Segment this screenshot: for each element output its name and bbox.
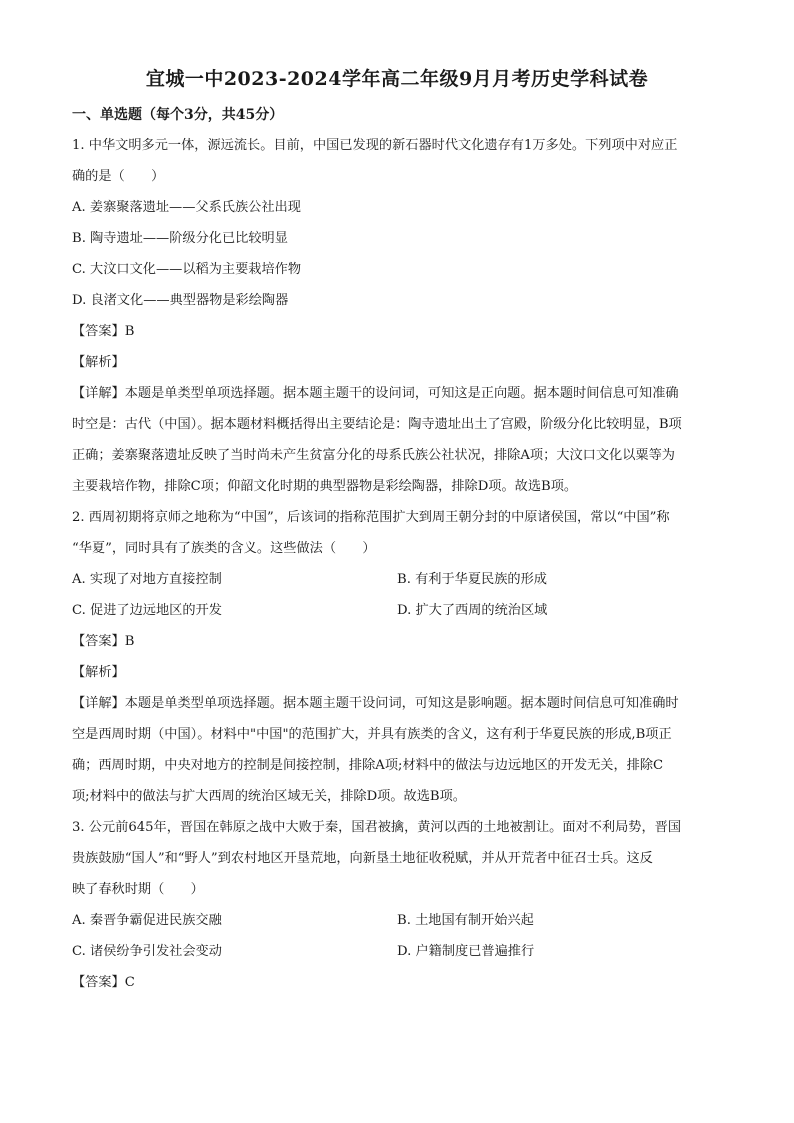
question-line: 1. 中华文明多元一体，源远流长。目前，中国已发现的新石器时代文化遗存有1万多处。下列项中对应正 [72,138,678,153]
question-2-stem [72,507,722,560]
question-1-analysis-label: 【解析】 [72,355,125,370]
question-2-option-d: D. 扩大了西周的统治区域 [397,603,548,618]
page-title: 宜城一中2023-2024学年高二年级9月月考历史学科试卷 [145,68,649,90]
detail-line: 确；西周时期，中央对地方的控制是间接控制，排除A项;材料中的做法与边远地区的开发无关，排除C [72,758,664,773]
question-line: 映了春秋时期（ ） [72,882,204,897]
question-3-option-c: C. 诸侯纷争引发社会变动 [72,944,222,959]
question-3-options [72,910,722,972]
question-3-stem [72,817,722,901]
question-1-answer: 【答案】B [72,324,135,339]
question-line: “华夏”，同时具有了族类的含义。这些做法（ ） [72,541,376,556]
detail-line: 【详解】本题是单类型单项选择题。据本题主题干设问词，可知这是影响题。据本题时间信息可知准确时 [72,696,679,711]
question-1-detail [72,383,722,498]
question-line: 确的是（ ） [72,169,165,184]
question-3-option-d: D. 户籍制度已普遍推行 [397,944,535,959]
question-1-option-d: D. 良渚文化——典型器物是彩绘陶器 [72,293,289,308]
detail-line: 【详解】本题是单类型单项选择题。据本题主题干的设问词，可知这是正向题。据本题时间信息可知准确 [72,386,679,401]
question-3-option-b: B. 土地国有制开始兴起 [397,913,534,928]
question-1-option-a: A. 姜寨聚落遗址——父系氏族公社出现 [72,200,301,215]
detail-line: 项;材料中的做法与扩大西周的统治区域无关，排除D项。故选B项。 [72,789,466,804]
question-2-option-b: B. 有利于华夏民族的形成 [397,572,547,587]
detail-line: 正确；姜寨聚落遗址反映了当时尚未产生贫富分化的母系氏族公社状况，排除A项；大汶口文化以粟等为 [72,448,675,463]
detail-line: 主要栽培作物，排除C项；仰韶文化时期的典型器物是彩绘陶器，排除D项。故选B项。 [72,479,578,494]
question-1-stem [72,135,722,188]
question-1-option-c: C. 大汶口文化——以稻为主要栽培作物 [72,262,302,277]
question-1-option-b: B. 陶寺遗址——阶级分化已比较明显 [72,231,288,246]
detail-line: 空是西周时期（中国）。材料中"中国"的范围扩大，并具有族类的含义，这有利于华夏民族的形成,B项正 [72,727,672,742]
question-line: 3. 公元前645年，晋国在韩原之战中大败于秦，国君被擒，黄河以西的土地被割让。面对不利局势，晋国 [72,820,682,835]
question-line: 贵族鼓励“国人”和“野人”到农村地区开垦荒地，向新垦土地征收税赋，并从开荒者中征召士兵。这反 [72,851,653,866]
question-2-analysis-label: 【解析】 [72,665,125,680]
question-2-detail [72,693,722,808]
question-2-answer: 【答案】B [72,634,135,649]
question-3-option-a: A. 秦晋争霸促进民族交融 [72,913,222,928]
detail-line: 时空是：古代（中国）。据本题材料概括得出主要结论是：陶寺遗址出土了宫殿，阶级分化比较明显，B项 [72,417,682,432]
section-heading: 一、单选题（每个3分，共45分） [72,107,284,123]
question-2-option-a: A. 实现了对地方直接控制 [72,572,222,587]
question-3-answer: 【答案】C [72,975,135,990]
question-2-options [72,569,722,631]
question-line: 2. 西周初期将京师之地称为“中国”，后该词的指称范围扩大到周王朝分封的中原诸侯国，常以“中国”称 [72,510,670,525]
question-2-option-c: C. 促进了边远地区的开发 [72,603,222,618]
